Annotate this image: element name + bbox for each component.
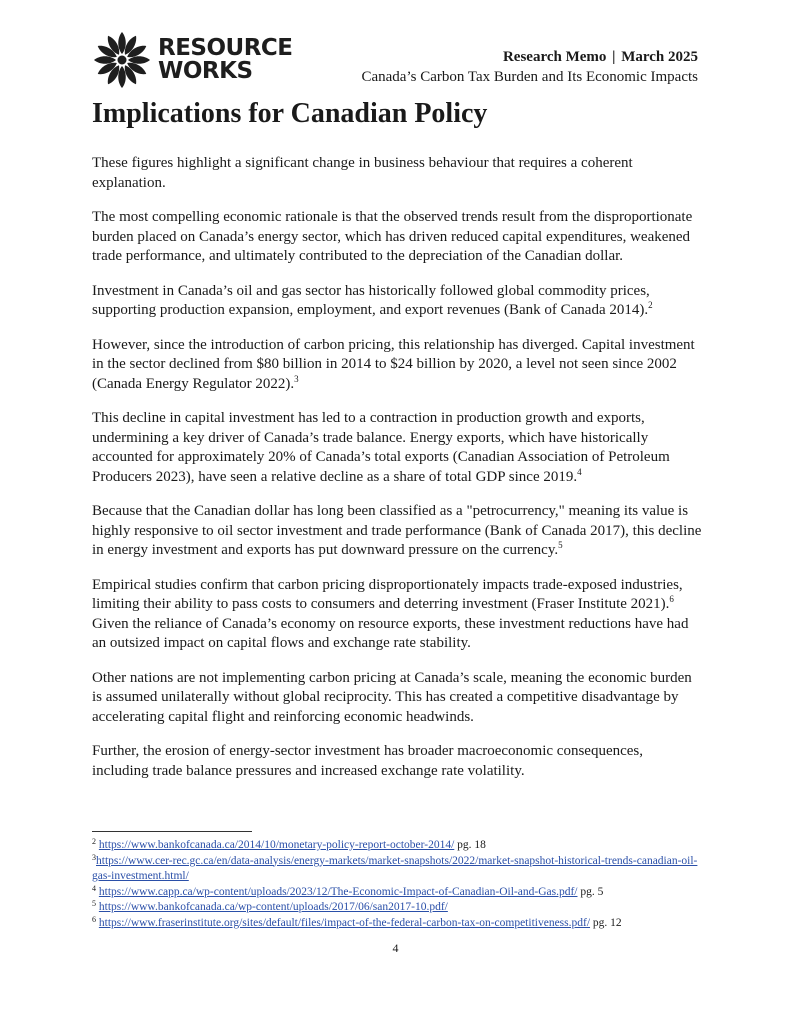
logo-line-1: RESOURCE <box>158 35 293 61</box>
logo-line-2: WORKS <box>158 58 253 84</box>
header-separator: | <box>612 49 616 65</box>
resource-works-logo <box>92 30 293 90</box>
footnotes <box>92 838 702 931</box>
memo-date: March 2025 <box>621 49 698 65</box>
footnote-link[interactable]: https://www.cer-rec.gc.ca/en/data-analysis/energy-markets/market-snapshots/2022/market-snapshot-historical-trends-canadian-oil-gas-investment.html/ <box>92 854 698 882</box>
paragraph: These figures highlight a significant change in business behaviour that requires a coherent explanation. <box>92 155 633 191</box>
footnote: $^6$ https://www.fraserinstitute.org/sites/default/files/impact-of-the-federal-carbon-tax-on-competitiveness.pdf/ pg. 12 <box>92 914 622 929</box>
paragraph: This decline in capital investment has led to a contraction in production growth and exports, undermining a key driver of Canada’s trade balance. Energy exports, which have historically accounted for approximately 20% of Canada’s total exports (Canadian Association of Petroleum Producers 2023), have seen a relative decline as a share of total GDP since 2019.$^4$ <box>92 410 670 485</box>
logo-wordmark <box>158 37 293 83</box>
footnote-link[interactable]: https://www.fraserinstitute.org/sites/default/files/impact-of-the-federal-carbon-tax-on-competitiveness.pdf/ <box>98 916 591 929</box>
footnote-ref[interactable]: 3 <box>294 373 299 384</box>
document-header <box>361 47 698 87</box>
page-number: 4 <box>392 941 399 955</box>
footnote-ref[interactable]: 2 <box>648 300 653 310</box>
footnote: $^4$ https://www.capp.ca/wp-content/uploads/2023/12/The-Economic-Impact-of-Canadian-Oil-and-Gas.pdf/ pg. 5 <box>92 883 604 898</box>
paragraph: Investment in Canada’s oil and gas sector has historically followed global commodity prices, supporting production expansion, employment, and export revenues (Bank of Canada 2014).$^2$ <box>92 282 653 318</box>
paragraph: Because that the Canadian dollar has long been classified as a "petrocurrency," meaning its value is highly responsive to oil sector investment and trade performance (Bank of Canada 2017), this decline in energy investment and exports has put downward pressure on the currency.$^5$ <box>92 503 702 558</box>
footnote-ref[interactable]: 4 <box>577 466 582 477</box>
paragraph: The most compelling economic rationale is that the observed trends result from the disproportionate burden placed on Canada’s energy sector, which has driven reduced capital expenditures, weakened trade performance, and ultimately contributed to the depreciation of the Canadian dollar. <box>92 209 693 264</box>
paragraph: Empirical studies confirm that carbon pricing disproportionately impacts trade-exposed industries, limiting their ability to pass costs to consumers and deterring investment (Fraser Institute 2021).$^6$ Given the reliance of Canada’s economy on resource exports, these investment reductions have had an outsized impact on capital flows and exchange rate stability. <box>92 576 689 651</box>
footnote: $^5$ https://www.bankofcanada.ca/wp-content/uploads/2017/06/san2017-10.pdf/ <box>92 899 448 913</box>
memo-label: Research Memo <box>502 49 607 65</box>
footnote-ref[interactable]: 5 <box>558 540 563 550</box>
paragraph: Further, the erosion of energy-sector investment has broader macroeconomic consequences, including trade balance pressures and increased exchange rate volatility. <box>92 743 644 779</box>
footnote-divider <box>92 831 252 832</box>
footnote: $^3$https://www.cer-rec.gc.ca/en/data-analysis/energy-markets/market-snapshots/2022/market-snapshot-historical-trends-canadian-oil-gas-investment.html/ <box>92 852 698 882</box>
footnote-ref[interactable]: 6 <box>669 594 674 604</box>
section-title: Implications for Canadian Policy <box>92 98 488 129</box>
paragraph: However, since the introduction of carbon pricing, this relationship has diverged. Capital investment in the sector declined from $80 billion in 2014 to $24 billion by 2020, a level not seen since 2002 (Canada Energy Regulator 2022).$^3$ <box>92 336 695 392</box>
body-text <box>92 154 702 796</box>
paragraph: Other nations are not implementing carbon pricing at Canada’s scale, meaning the economic burden is assumed unilaterally without global reciprocity. This has created a competitive disadvantage by accelerating capital flight and reinforcing economic headwinds. <box>92 669 692 725</box>
footnote-link[interactable]: https://www.capp.ca/wp-content/uploads/2023/12/The-Economic-Impact-of-Canadian-Oil-and-Gas.pdf/ <box>98 885 578 898</box>
footnote: $^2$ https://www.bankofcanada.ca/2014/10/monetary-policy-report-october-2014/ pg. 18 <box>92 837 486 851</box>
footnote-link[interactable]: https://www.bankofcanada.ca/wp-content/uploads/2017/06/san2017-10.pdf/ <box>98 901 448 913</box>
document-subtitle: Canada’s Carbon Tax Burden and Its Economic Impacts <box>361 69 698 85</box>
flower-logo-icon <box>92 30 152 90</box>
footnote-link[interactable]: https://www.bankofcanada.ca/2014/10/monetary-policy-report-october-2014/ <box>98 839 455 851</box>
